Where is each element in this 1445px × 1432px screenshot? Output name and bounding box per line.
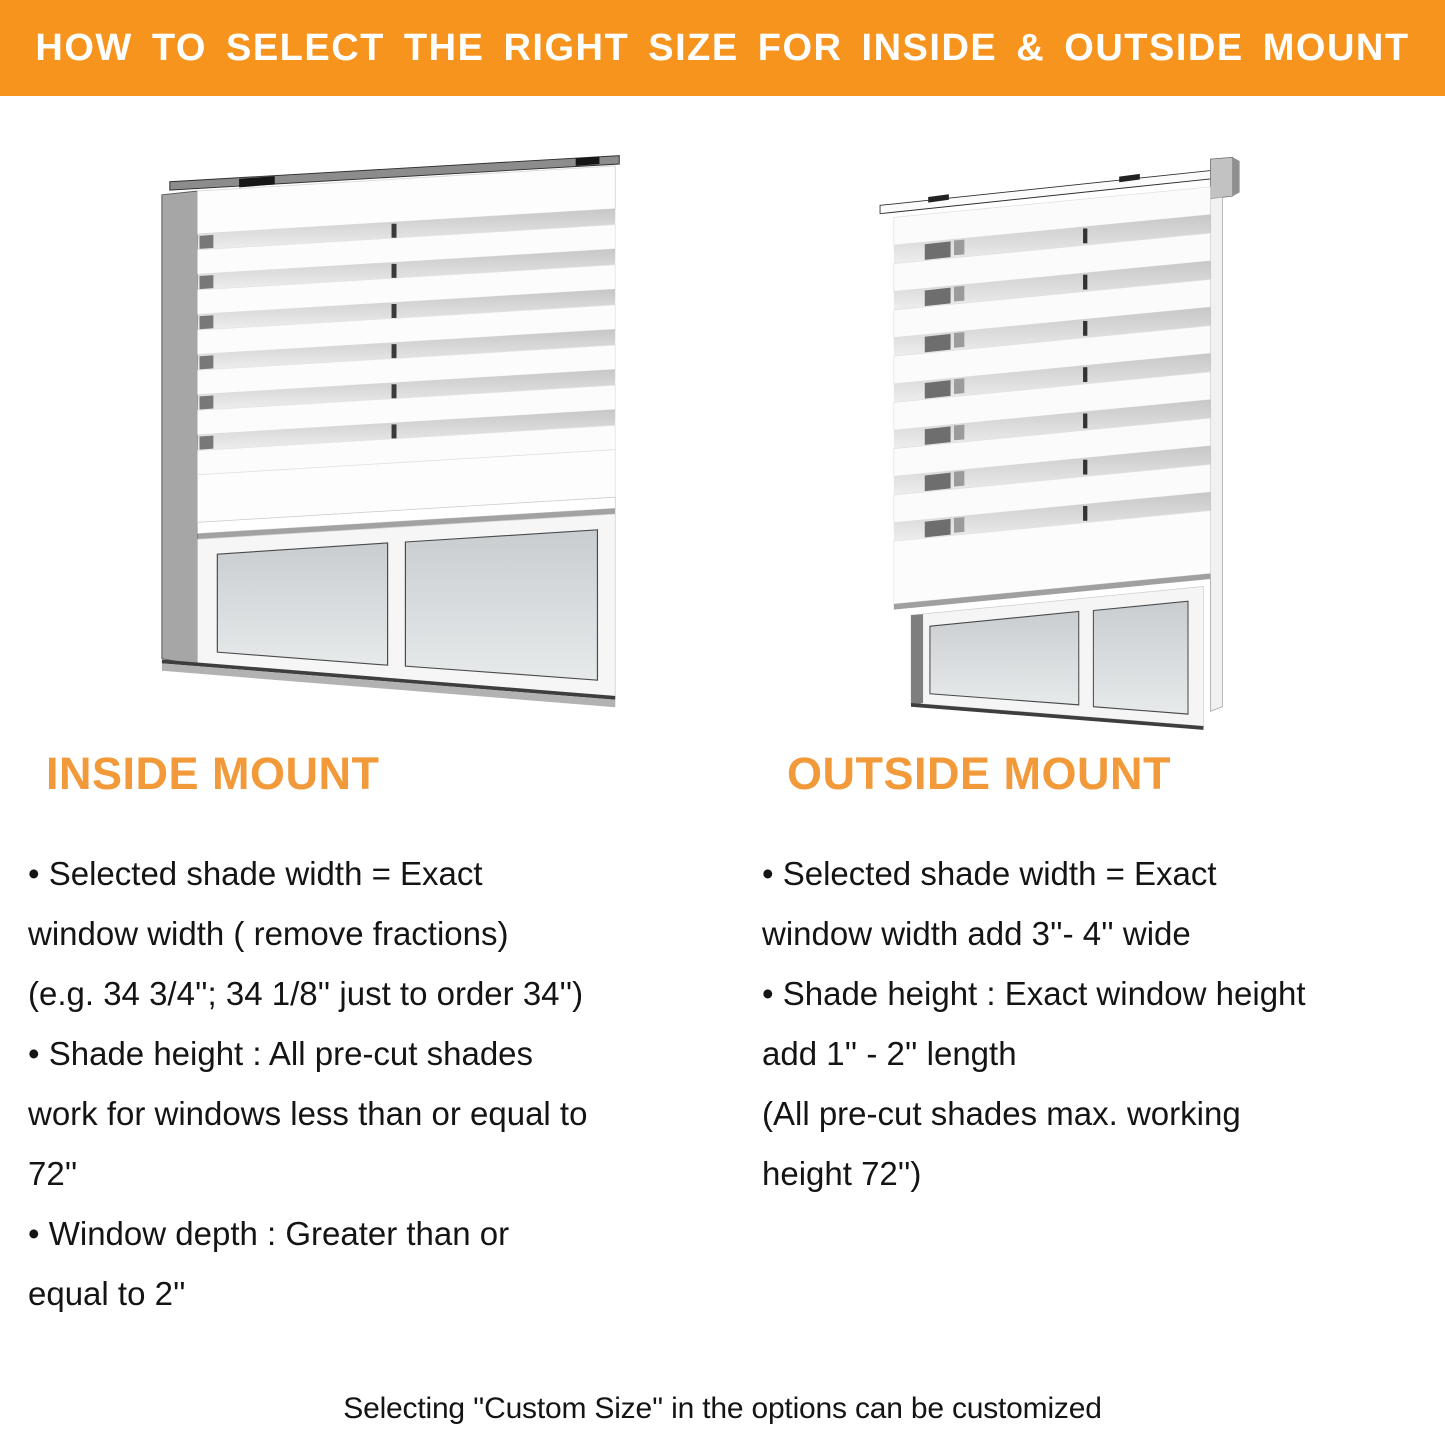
banner (0, 0, 1445, 96)
bullet-line: (e.g. 34 3/4''; 34 1/8'' just to order 34'') (28, 975, 584, 1012)
zebra-shade (198, 166, 616, 539)
side-rail (1210, 197, 1222, 711)
window-glass (911, 586, 1203, 729)
glass-pane (217, 543, 387, 665)
outside-mount-heading: OUTSIDE MOUNT (787, 748, 1171, 799)
bullet-line: work for windows less than or equal to (28, 1095, 588, 1132)
bullet-line: equal to 2'' (28, 1275, 186, 1312)
inside-mount-instructions (28, 844, 728, 1324)
inside-mount-heading: INSIDE MOUNT (46, 748, 380, 799)
outside-mount-window-illustration (868, 148, 1268, 740)
window-frame (911, 614, 923, 705)
bullet-line: height 72'') (762, 1155, 922, 1192)
bullet-line: • Selected shade width = Exact (762, 855, 1217, 892)
window-glass (162, 514, 615, 707)
zebra-shade (894, 187, 1211, 610)
banner-title: HOW TO SELECT THE RIGHT SIZE FOR INSIDE & OUTSIDE MOUNT (35, 26, 1410, 69)
inside-mount-window-icon (152, 150, 642, 710)
bullet-line: • Selected shade width = Exact (28, 855, 483, 892)
window-frame (162, 191, 198, 665)
glass-pane (1093, 601, 1188, 714)
inside-mount-window-illustration (152, 150, 642, 710)
wall-bracket (1210, 157, 1232, 199)
bullet-line: 72'' (28, 1155, 78, 1192)
bullet-line: window width add 3''- 4'' wide (762, 915, 1191, 952)
outside-mount-window-icon (868, 148, 1268, 740)
bullet-line: • Shade height : Exact window height (762, 975, 1306, 1012)
bullet-line: add 1'' - 2'' length (762, 1035, 1017, 1072)
glass-pane (930, 611, 1079, 704)
glass-pane (405, 530, 597, 680)
bullet-line: • Window depth : Greater than or (28, 1215, 510, 1252)
bullet-line: window width ( remove fractions) (28, 915, 509, 952)
bullet-line: (All pre-cut shades max. working (762, 1095, 1241, 1132)
outside-mount-instructions (762, 844, 1445, 1204)
bullet-line: • Shade height : All pre-cut shades (28, 1035, 534, 1072)
custom-size-note: Selecting ''Custom Size'' in the options can be customized (343, 1392, 1102, 1425)
